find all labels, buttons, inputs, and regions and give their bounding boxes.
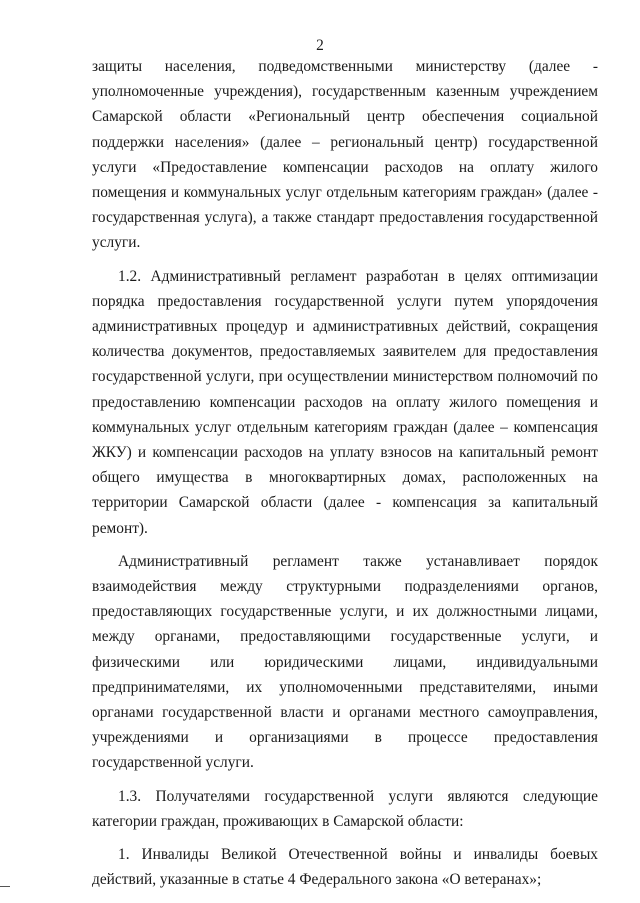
paragraph: Административный регламент также устанавливает порядок взаимодействия между структурными подразделениями органов, предоставляющих государственные услуги, и их должностными лицами, между органами, предоставляющими государственные услуги, и физическими или юридическими лицами, индивидуальными предпринимателями, их уполномоченными представителями, иными органами государственной власти и органами местного самоуправления, учреждениями и организациями в процессе предоставления государственной услуги. <box>92 552 598 772</box>
paragraph: 1. Инвалиды Великой Отечественной войны и инвалиды боевых действий, указанные в статье 4 Федерального закона «О ветеранах»; <box>92 846 598 889</box>
page-number: 2 <box>316 37 324 54</box>
document-body <box>92 54 598 893</box>
paragraph: 1.3. Получателями государственной услуги являются следующие категории граждан, проживающих в Самарской области: <box>92 787 598 830</box>
paragraph: 1.2. Административный регламент разработан в целях оптимизации порядка предоставления государственной услуги путем упорядочения административных процедур и административных действий, сокращения количества документов, предоставляемых заявителем для предоставления государственной услуги, при осуществлении министерством полномочий по предоставлению компенсации расходов на оплату жилого помещения и коммунальных услуг отдельным категориям граждан (далее – компенсация ЖКУ) и компенсации расходов на уплату взносов на капитальный ремонт общего имущества в многоквартирных домах, расположенных на территории Самарской области (далее - компенсация за капитальный ремонт). <box>92 267 598 537</box>
scan-edge-mark <box>0 886 10 887</box>
paragraph: защиты населения, подведомственными министерству (далее - уполномоченные учреждения), государственным казенным учреждением Самарской области «Региональный центр обеспечения социальной поддержки населения» (далее – региональный центр) государственной услуги «Предоставление компенсации расходов на оплату жилого помещения и коммунальных услуг отдельным категориям граждан» (далее - государственная услуга), а также стандарт предоставления государственной услуги. <box>92 58 598 252</box>
